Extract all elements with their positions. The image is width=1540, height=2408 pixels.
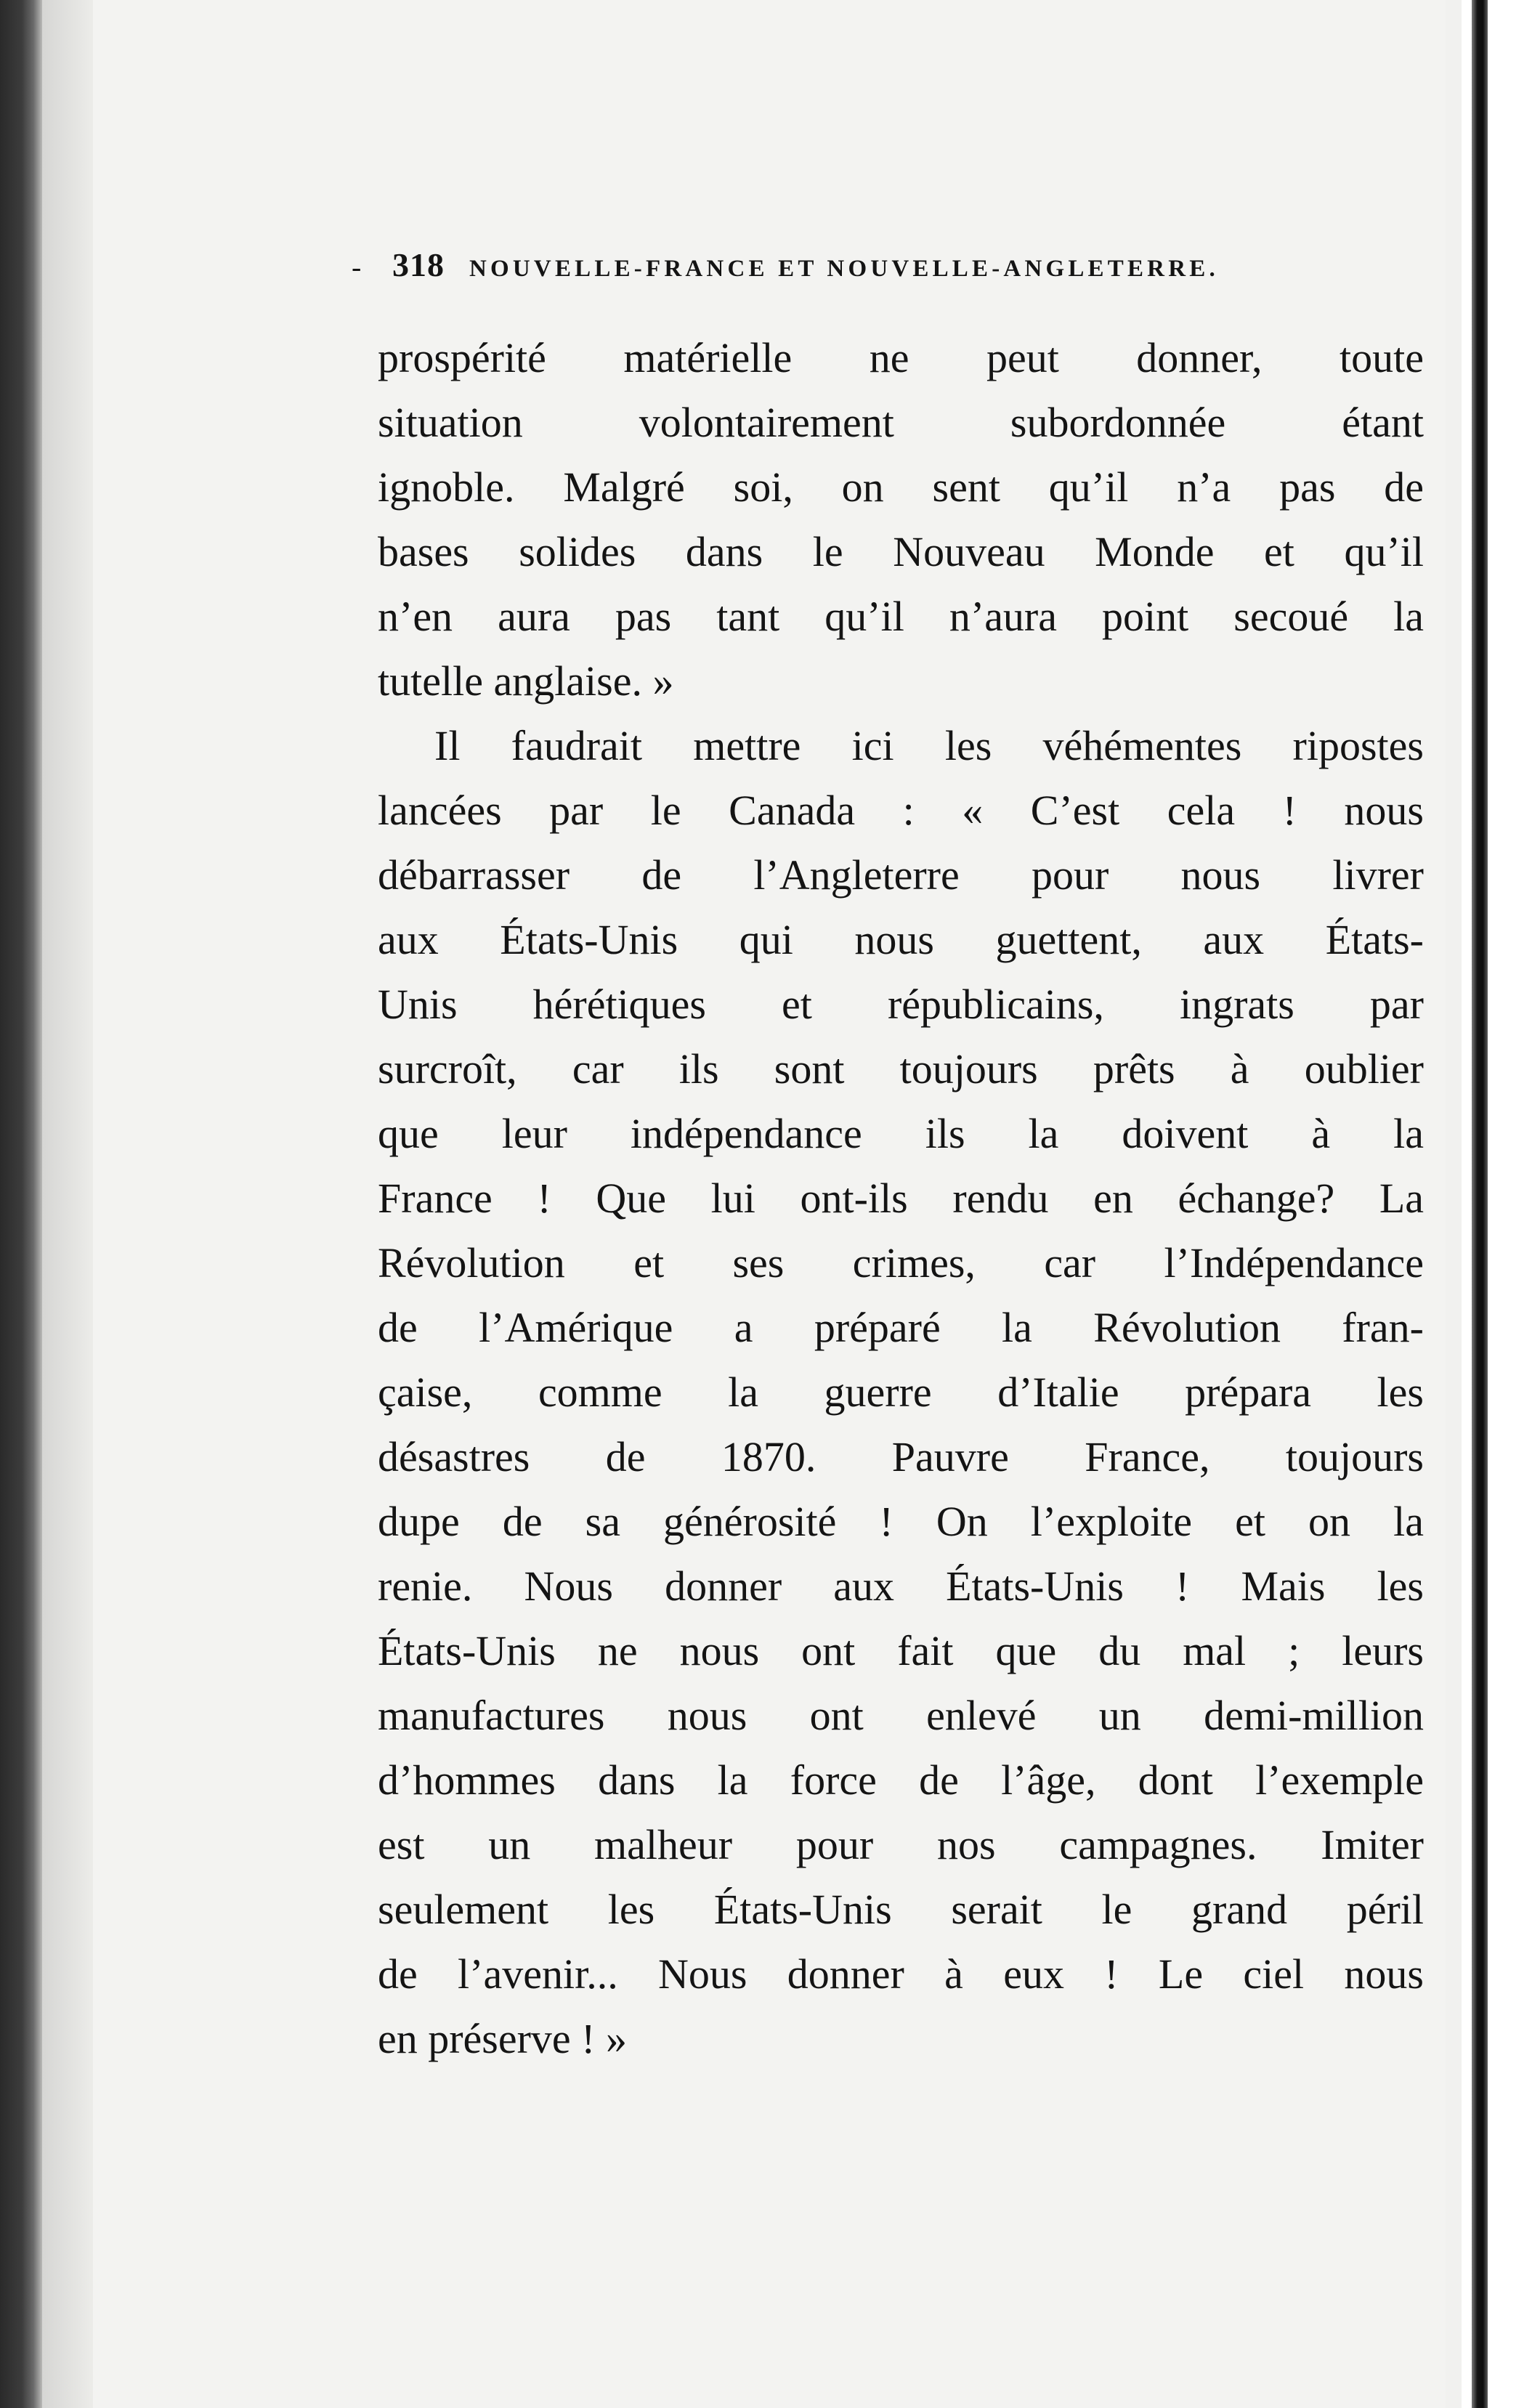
text-line: situation volontairement subordonnée étant [378,399,1424,446]
head-mark: - [352,251,362,283]
text-line: renie. Nous donner aux États-Unis ! Mais les [378,1562,1424,1610]
text-line: n’en aura pas tant qu’il n’aura point secoué la [378,593,1424,640]
text-line: Il faudrait mettre ici les véhémentes ripostes [434,722,1424,769]
text-line: États-Unis ne nous ont fait que du mal ; leurs [378,1627,1424,1674]
text-line: est un malheur pour nos campagnes. Imiter [378,1821,1424,1868]
text-line: en préserve ! » [378,2015,627,2062]
text-line: manufactures nous ont enlevé un demi-million [378,1692,1424,1739]
text-line: çaise, comme la guerre d’Italie prépara les [378,1369,1424,1416]
text-line: bases solides dans le Nouveau Monde et qu’il [378,528,1424,575]
body-text [378,325,1424,2071]
text-line: débarrasser de l’Angleterre pour nous livrer [378,851,1424,899]
book-edge-right [1472,0,1488,2408]
text-line: France ! Que lui ont-ils rendu en échange? La [378,1175,1424,1222]
text-line: seulement les États-Unis serait le grand péril [378,1886,1424,1933]
text-line: surcroît, car ils sont toujours prêts à oublier [378,1045,1424,1092]
page-number: 318 [392,246,445,283]
text-line: ignoble. Malgré soi, on sent qu’il n’a pas de [378,463,1424,511]
text-line: dupe de sa générosité ! On l’exploite et on la [378,1498,1424,1545]
text-line: Révolution et ses crimes, car l’Indépendance [378,1239,1424,1286]
text-line: de l’avenir... Nous donner à eux ! Le ciel nous [378,1950,1424,1998]
text-line: prospérité matérielle ne peut donner, toute [378,334,1424,381]
text-line: d’hommes dans la force de l’âge, dont l’exemple [378,1756,1424,1804]
text-line: Unis hérétiques et républicains, ingrats par [378,981,1424,1028]
text-line: désastres de 1870. Pauvre France, toujours [378,1433,1424,1480]
text-line: lancées par le Canada : « C’est cela ! nous [378,787,1424,834]
text-line: de l’Amérique a préparé la Révolution fran- [378,1304,1424,1351]
text-line: que leur indépendance ils la doivent à la [378,1110,1424,1157]
text-line: tutelle anglaise. » [378,657,674,705]
page-gutter-shadow [42,0,93,2408]
running-title: NOUVELLE-FRANCE ET NOUVELLE-ANGLETERRE. [469,256,1219,282]
book-binding-left [0,0,42,2408]
text-line: aux États-Unis qui nous guettent, aux États- [378,916,1424,963]
running-head [352,246,1460,289]
